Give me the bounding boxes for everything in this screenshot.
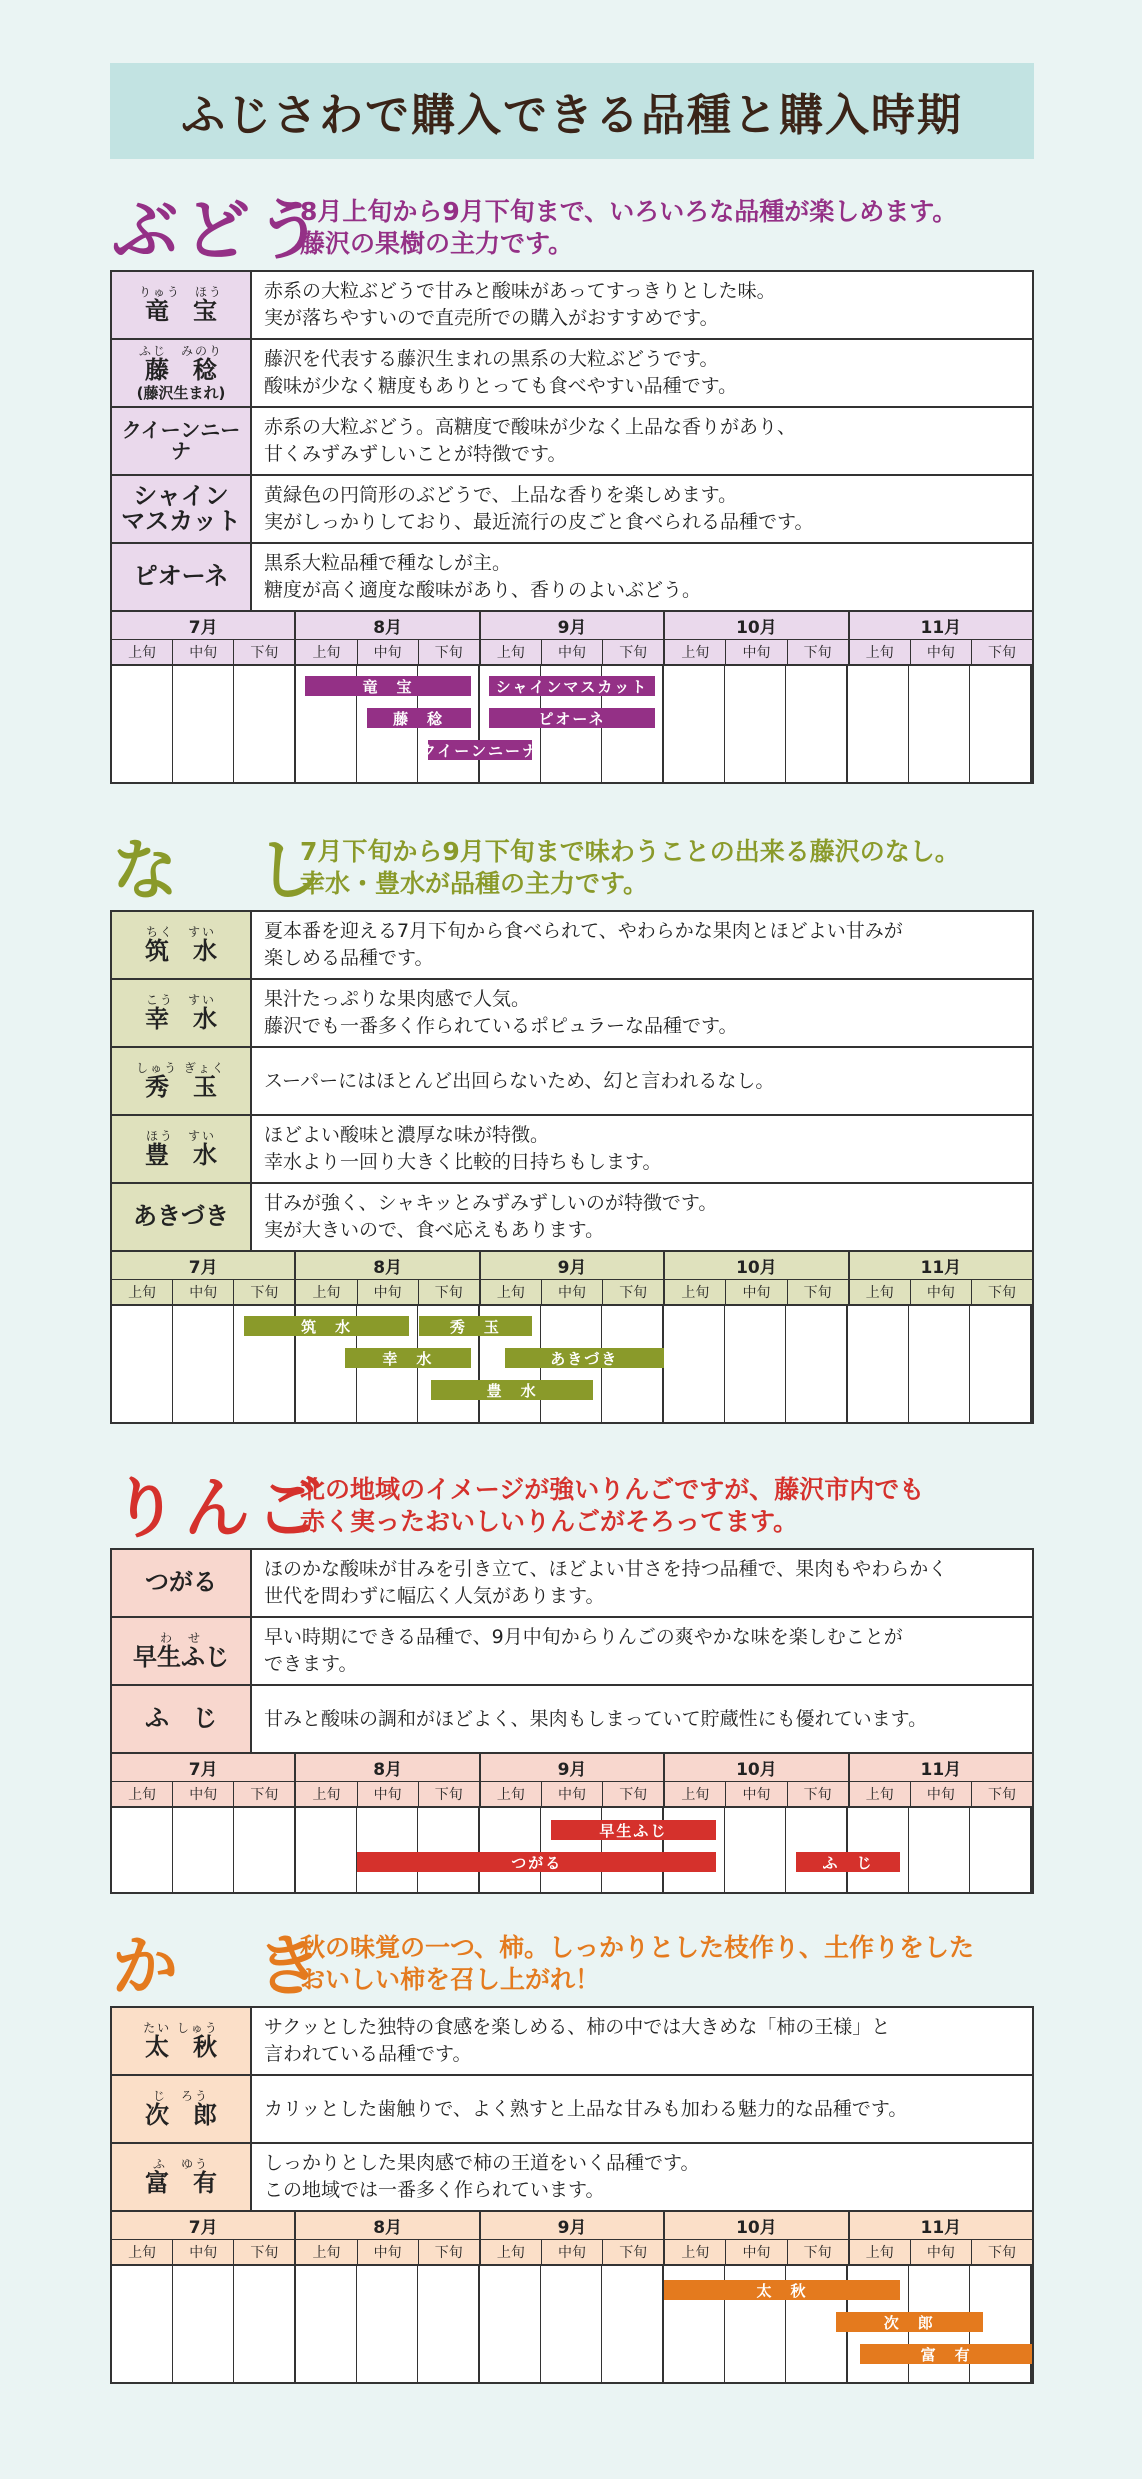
- calendar-period: 上旬: [112, 1782, 173, 1806]
- calendar-period: 中旬: [542, 1782, 603, 1806]
- season-bar: あきづき: [505, 1348, 664, 1368]
- calendar-month: 7月: [112, 1252, 296, 1280]
- variety-description: 甘みと酸味の調和がほどよく、果肉もしまっていて貯蔵性にも優れています。: [264, 1707, 928, 1730]
- calendar-period: 下旬: [234, 1782, 296, 1806]
- variety-name: しゅう ぎょく 秀 玉: [112, 1048, 252, 1114]
- calendar-period: 上旬: [112, 2240, 173, 2264]
- calendar-period: 下旬: [603, 2240, 665, 2264]
- section-header: [110, 1470, 1034, 1548]
- season-calendar: [110, 612, 1034, 784]
- variety-row: [112, 2076, 1032, 2144]
- section-name: ぶどう: [112, 192, 328, 269]
- calendar-period: 下旬: [603, 1782, 665, 1806]
- season-bar: 幸 水: [345, 1348, 471, 1368]
- variety-description: 夏本番を迎える7月下旬から食べられて、やわらかな果肉とほどよい甘みが 楽しめる品種です。: [264, 920, 903, 969]
- variety-ruby: たい しゅう: [143, 2021, 219, 2036]
- season-bar: クイーンニーナ: [421, 741, 539, 760]
- variety-name: あきづき: [112, 1184, 252, 1250]
- variety-ruby: こう すい: [145, 993, 216, 1008]
- section-description: 北の地域のイメージが強いりんごですが、藤沢市内でも 赤く実ったおいしいりんごがそろってます。: [300, 1475, 925, 1536]
- variety-name: りゅう ほう 竜 宝: [112, 272, 252, 338]
- section-name: りんご: [112, 1470, 328, 1547]
- variety-name: ほう すい 豊 水: [112, 1116, 252, 1182]
- variety-ruby: わ せ: [159, 1631, 202, 1646]
- calendar-period: 下旬: [788, 1280, 850, 1304]
- calendar-period: 上旬: [481, 640, 542, 664]
- calendar-period: 中旬: [911, 2240, 972, 2264]
- calendar-period: 下旬: [988, 645, 1017, 661]
- calendar-period: 下旬: [419, 1782, 481, 1806]
- variety-description: 赤系の大粒ぶどうで甘みと酸味があってすっきりとした味。 実が落ちやすいので直売所での購入がおすすめです。: [264, 280, 776, 329]
- calendar-period: 上旬: [481, 1782, 542, 1806]
- calendar-month: 11月: [850, 1252, 1032, 1280]
- calendar-month: 11月: [850, 1754, 1032, 1782]
- variety-name: こう すい 幸 水: [112, 980, 252, 1046]
- calendar-period: 下旬: [788, 1782, 850, 1806]
- calendar-period: 下旬: [788, 640, 850, 664]
- variety-row: [112, 1116, 1032, 1184]
- calendar-period: 中旬: [358, 1782, 419, 1806]
- season-bar: 筑 水: [244, 1316, 410, 1336]
- calendar-period: 中旬: [542, 2240, 603, 2264]
- variety-description: 黒系大粒品種で種なしが主。 糖度が高く適度な酸味があり、香りのよいぶどう。: [264, 552, 702, 601]
- variety-row: [112, 1048, 1032, 1116]
- calendar-period: 中旬: [726, 1280, 787, 1304]
- calendar-period: 中旬: [542, 1280, 603, 1304]
- variety-description: しっかりとした果肉感で柿の王道をいく品種です。 この地域では一番多く作られています。: [264, 2152, 700, 2201]
- calendar-period: 中旬: [358, 2240, 419, 2264]
- season-bar: 秀 玉: [419, 1316, 532, 1336]
- calendar-period: 下旬: [234, 2240, 296, 2264]
- variety-name: ピオーネ: [112, 544, 252, 610]
- calendar-period: 中旬: [358, 640, 419, 664]
- calendar-month: 7月: [112, 612, 296, 640]
- variety-row: [112, 912, 1032, 980]
- calendar-period: 上旬: [112, 640, 173, 664]
- calendar-month: 8月: [296, 2212, 480, 2240]
- variety-row: [112, 340, 1032, 408]
- variety-ruby: ちく すい: [145, 925, 216, 940]
- calendar-period: 中旬: [542, 640, 603, 664]
- section-name: な し: [112, 832, 328, 909]
- calendar-period: 中旬: [358, 1280, 419, 1304]
- calendar-period: 上旬: [296, 2240, 357, 2264]
- season-bar: シャインマスカット: [489, 676, 655, 696]
- variety-name: たい しゅう 太 秋: [112, 2008, 252, 2074]
- section-pear: [110, 832, 1034, 1424]
- calendar-period: 上旬: [850, 1782, 911, 1806]
- variety-name: ふじ みのり 藤 稔 (藤沢生まれ): [112, 340, 252, 406]
- variety-row: [112, 272, 1032, 340]
- calendar-period: 下旬: [603, 640, 665, 664]
- variety-table: [110, 270, 1034, 612]
- variety-row: [112, 408, 1032, 476]
- calendar-period: 上旬: [296, 640, 357, 664]
- calendar-month: 9月: [481, 612, 665, 640]
- calendar-period: 下旬: [988, 1285, 1017, 1301]
- calendar-period: 上旬: [665, 2240, 726, 2264]
- calendar-period: 中旬: [726, 1782, 787, 1806]
- section-apple: [110, 1470, 1034, 1894]
- variety-ruby: ほう すい: [145, 1129, 216, 1144]
- calendar-month: 9月: [481, 2212, 665, 2240]
- calendar-period: 上旬: [481, 1280, 542, 1304]
- variety-name: シャイン マスカット: [112, 476, 252, 542]
- variety-row: [112, 2008, 1032, 2076]
- variety-ruby: しゅう ぎょく: [136, 1061, 226, 1076]
- calendar-period: 上旬: [296, 1280, 357, 1304]
- section-description: 8月上旬から9月下旬まで、いろいろな品種が楽しめます。 藤沢の果樹の主力です。: [300, 197, 958, 258]
- season-bar: ピオーネ: [489, 708, 655, 728]
- variety-description: 藤沢を代表する藤沢生まれの黒系の大粒ぶどうです。 酸味が少なく糖度もありとっても食べやすい品種です。: [264, 348, 738, 397]
- variety-name: わ せ 早生ふじ: [112, 1618, 252, 1684]
- calendar-period: 上旬: [112, 1280, 173, 1304]
- variety-name: クイーンニーナ: [112, 408, 252, 474]
- calendar-period: 下旬: [988, 2245, 1017, 2261]
- calendar-month: 10月: [665, 2212, 849, 2240]
- variety-row: [112, 1686, 1032, 1754]
- variety-name: つがる: [112, 1550, 252, 1616]
- calendar-period: 上旬: [665, 1280, 726, 1304]
- section-name: か き: [112, 1928, 328, 2005]
- section-header: [110, 1928, 1034, 2006]
- variety-ruby: じ ろう: [152, 2089, 209, 2104]
- variety-row: [112, 1550, 1032, 1618]
- variety-origin: (藤沢生まれ): [136, 383, 226, 402]
- variety-description: サクッとした独特の食感を楽しめる、柿の中では大きめな「柿の王様」と 言われている品種です。: [264, 2016, 891, 2065]
- variety-description: ほのかな酸味が甘みを引き立て、ほどよい甘さを持つ品種で、果肉もやわらかく 世代を問わずに幅広く人気があります。: [264, 1558, 948, 1607]
- variety-description: 早い時期にできる品種で、9月中旬からりんごの爽やかな味を楽しむことが できます。: [264, 1626, 903, 1675]
- variety-row: [112, 980, 1032, 1048]
- calendar-period: 上旬: [850, 2240, 911, 2264]
- calendar-period: 中旬: [173, 1782, 234, 1806]
- season-bar: 富 有: [860, 2344, 1032, 2364]
- calendar-month: 10月: [665, 1252, 849, 1280]
- calendar-month: 7月: [112, 2212, 296, 2240]
- variety-row: [112, 476, 1032, 544]
- variety-description: スーパーにはほとんど出回らないため、幻と言われるなし。: [264, 1069, 775, 1092]
- calendar-period: 中旬: [911, 640, 972, 664]
- variety-description: 果汁たっぷりな果肉感で人気。 藤沢でも一番多く作られているポピュラーな品種です。: [264, 988, 738, 1037]
- calendar-period: 下旬: [234, 1280, 296, 1304]
- season-bar: 太 秋: [664, 2280, 900, 2300]
- calendar-month: 11月: [850, 612, 1032, 640]
- season-bar: 早生ふじ: [551, 1820, 717, 1840]
- calendar-period: 上旬: [296, 1782, 357, 1806]
- calendar-period: 中旬: [726, 2240, 787, 2264]
- calendar-period: 上旬: [850, 640, 911, 664]
- season-bar: つがる: [357, 1852, 716, 1872]
- calendar-period: 下旬: [988, 1787, 1017, 1803]
- calendar-period: 上旬: [850, 1280, 911, 1304]
- variety-description: ほどよい酸味と濃厚な味が特徴。 幸水より一回り大きく比較的日持ちもします。: [264, 1124, 662, 1173]
- calendar-month: 9月: [481, 1754, 665, 1782]
- variety-description: 黄緑色の円筒形のぶどうで、上品な香りを楽しめます。 実がしっかりしており、最近流行の皮ごと食べられる品種です。: [264, 484, 814, 533]
- variety-row: [112, 544, 1032, 612]
- variety-row: [112, 2144, 1032, 2212]
- calendar-period: 下旬: [788, 2240, 850, 2264]
- calendar-month: 10月: [665, 612, 849, 640]
- calendar-period: 下旬: [234, 640, 296, 664]
- calendar-month: 8月: [296, 612, 480, 640]
- variety-table: [110, 1548, 1034, 1754]
- section-persimmon: [110, 1928, 1034, 2384]
- calendar-period: 上旬: [481, 2240, 542, 2264]
- variety-description: カリッとした歯触りで、よく熟すと上品な甘みも加わる魅力的な品種です。: [264, 2097, 908, 2120]
- season-calendar: [110, 2212, 1034, 2384]
- season-calendar: [110, 1754, 1034, 1894]
- section-description: 7月下旬から9月下旬まで味わうことの出来る藤沢のなし。 幸水・豊水が品種の主力です。: [300, 837, 960, 898]
- season-bar: 次 郎: [836, 2312, 983, 2332]
- calendar-period: 下旬: [419, 640, 481, 664]
- calendar-period: 下旬: [419, 2240, 481, 2264]
- section-grape: [110, 192, 1034, 784]
- calendar-period: 中旬: [726, 640, 787, 664]
- variety-ruby: ふ ゆう: [152, 2157, 209, 2172]
- calendar-month: 8月: [296, 1754, 480, 1782]
- variety-ruby: りゅう ほう: [138, 285, 223, 300]
- calendar-month: 7月: [112, 1754, 296, 1782]
- calendar-period: 中旬: [173, 640, 234, 664]
- calendar-period: 下旬: [419, 1280, 481, 1304]
- variety-description: 赤系の大粒ぶどう。高糖度で酸味が少なく上品な香りがあり、 甘くみずみずしいことが特徴です。: [264, 416, 797, 465]
- calendar-period: 上旬: [665, 640, 726, 664]
- calendar-month: 8月: [296, 1252, 480, 1280]
- variety-description: 甘みが強く、シャキッとみずみずしいのが特徴です。 実が大きいので、食べ応えもあります。: [264, 1192, 718, 1241]
- variety-ruby: ふじ みのり: [138, 344, 223, 359]
- season-bar: 豊 水: [431, 1380, 594, 1400]
- calendar-period: 中旬: [173, 2240, 234, 2264]
- variety-name: じ ろう 次 郎: [112, 2076, 252, 2142]
- calendar-period: 上旬: [665, 1782, 726, 1806]
- variety-name: ちく すい 筑 水: [112, 912, 252, 978]
- variety-table: [110, 2006, 1034, 2212]
- section-header: [110, 832, 1034, 910]
- calendar-period: 中旬: [911, 1280, 972, 1304]
- variety-name: ふ じ: [112, 1686, 252, 1752]
- season-bar: 竜 宝: [305, 676, 471, 696]
- calendar-period: 下旬: [603, 1280, 665, 1304]
- variety-row: [112, 1184, 1032, 1252]
- season-bar: 藤 稔: [367, 708, 471, 728]
- page-title: ふじさわで購入できる品種と購入時期: [110, 63, 1034, 159]
- section-description: 秋の味覚の一つ、柿。しっかりとした枝作り、土作りをした おいしい柿を召し上がれ！: [300, 1933, 975, 1994]
- variety-row: [112, 1618, 1032, 1686]
- calendar-month: 9月: [481, 1252, 665, 1280]
- variety-table: [110, 910, 1034, 1252]
- calendar-month: 10月: [665, 1754, 849, 1782]
- season-calendar: [110, 1252, 1034, 1424]
- variety-name: ふ ゆう 富 有: [112, 2144, 252, 2210]
- season-bar: ふ じ: [796, 1852, 900, 1872]
- calendar-period: 中旬: [911, 1782, 972, 1806]
- section-header: [110, 192, 1034, 270]
- calendar-period: 中旬: [173, 1280, 234, 1304]
- calendar-month: 11月: [850, 2212, 1032, 2240]
